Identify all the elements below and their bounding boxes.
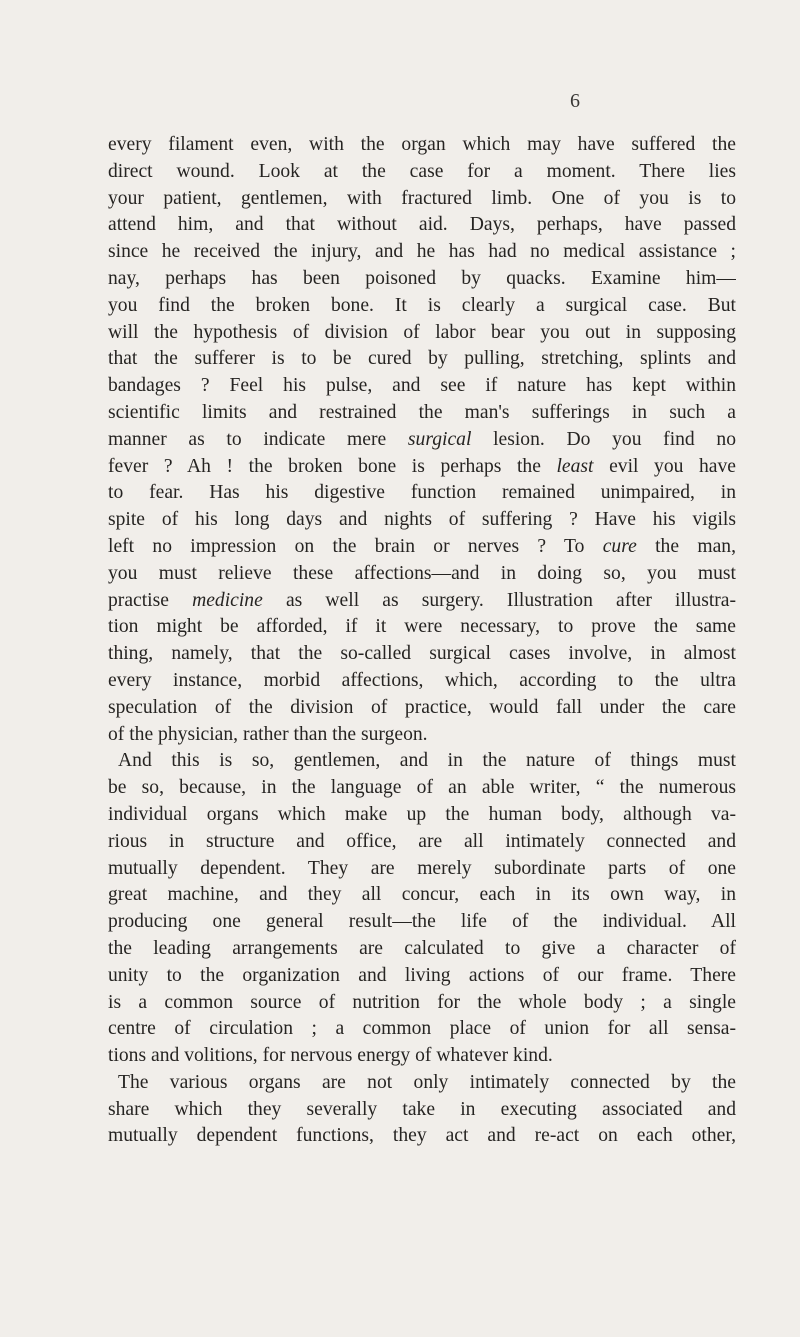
text-line: And this is so, gentlemen, and in the nature of things must	[118, 750, 736, 772]
text-line: left no impression on the brain or nerves ? To cure the man,	[108, 535, 736, 557]
text-line: will the hypothesis of division of labor bear you out in supposing	[108, 321, 736, 343]
text-line: tion might be afforded, if it were necessary, to prove the same	[108, 616, 736, 638]
text-line: centre of circulation ; a common place of union for all sensa-	[108, 1018, 736, 1040]
text-line: your patient, gentlemen, with fractured limb. One of you is to	[108, 187, 736, 209]
text-line: spite of his long days and nights of suffering ? Have his vigils	[108, 509, 736, 531]
text-line: every instance, morbid affections, which, according to the ultra	[108, 669, 736, 691]
text-line: you must relieve these affections—and in doing so, you must	[108, 562, 736, 584]
text-line: practise medicine as well as surgery. Illustration after illustra-	[108, 589, 736, 611]
text-line: nay, perhaps has been poisoned by quacks. Examine him—	[108, 267, 736, 289]
text-line: direct wound. Look at the case for a moment. There lies	[108, 160, 736, 182]
text-line: fever ? Ah ! the broken bone is perhaps the least evil you have	[108, 455, 736, 477]
text-line: speculation of the division of practice, would fall under the care	[108, 696, 736, 718]
body-text	[108, 132, 736, 1150]
text-line: scientific limits and restrained the man's sufferings in such a	[108, 401, 736, 423]
text-line: unity to the organization and living actions of our frame. There	[108, 964, 736, 986]
text-line: share which they severally take in executing associated and	[108, 1098, 736, 1120]
text-line: tions and volitions, for nervous energy of whatever kind.	[108, 1045, 553, 1067]
text-line: is a common source of nutrition for the whole body ; a single	[108, 991, 736, 1013]
text-line: bandages ? Feel his pulse, and see if nature has kept within	[108, 375, 736, 397]
text-line: manner as to indicate mere surgical lesion. Do you find no	[108, 428, 736, 450]
text-line: great machine, and they all concur, each in its own way, in	[108, 884, 736, 906]
text-line: producing one general result—the life of the individual. All	[108, 911, 736, 933]
text-line: mutually dependent. They are merely subordinate parts of one	[108, 857, 736, 879]
page-number: 6	[570, 90, 580, 112]
text-line: be so, because, in the language of an able writer, “ the numerous	[108, 777, 736, 799]
text-line: thing, namely, that the so-called surgical cases involve, in almost	[108, 643, 736, 665]
text-line: mutually dependent functions, they act and re-act on each other,	[108, 1125, 736, 1147]
text-line: of the physician, rather than the surgeon.	[108, 723, 428, 745]
text-line: the leading arrangements are calculated to give a character of	[108, 937, 736, 959]
text-line: you find the broken bone. It is clearly a surgical case. But	[108, 294, 736, 316]
text-line: to fear. Has his digestive function remained unimpaired, in	[108, 482, 736, 504]
text-line: The various organs are not only intimately connected by the	[118, 1071, 736, 1093]
text-line: attend him, and that without aid. Days, perhaps, have passed	[108, 214, 736, 236]
text-line: every filament even, with the organ which may have suffered the	[108, 134, 736, 155]
text-line: rious in structure and office, are all intimately connected and	[108, 830, 736, 852]
text-line: since he received the injury, and he has had no medical assistance ;	[108, 241, 736, 263]
text-line: that the sufferer is to be cured by pulling, stretching, splints and	[108, 348, 736, 370]
text-line: individual organs which make up the human body, although va-	[108, 803, 736, 825]
